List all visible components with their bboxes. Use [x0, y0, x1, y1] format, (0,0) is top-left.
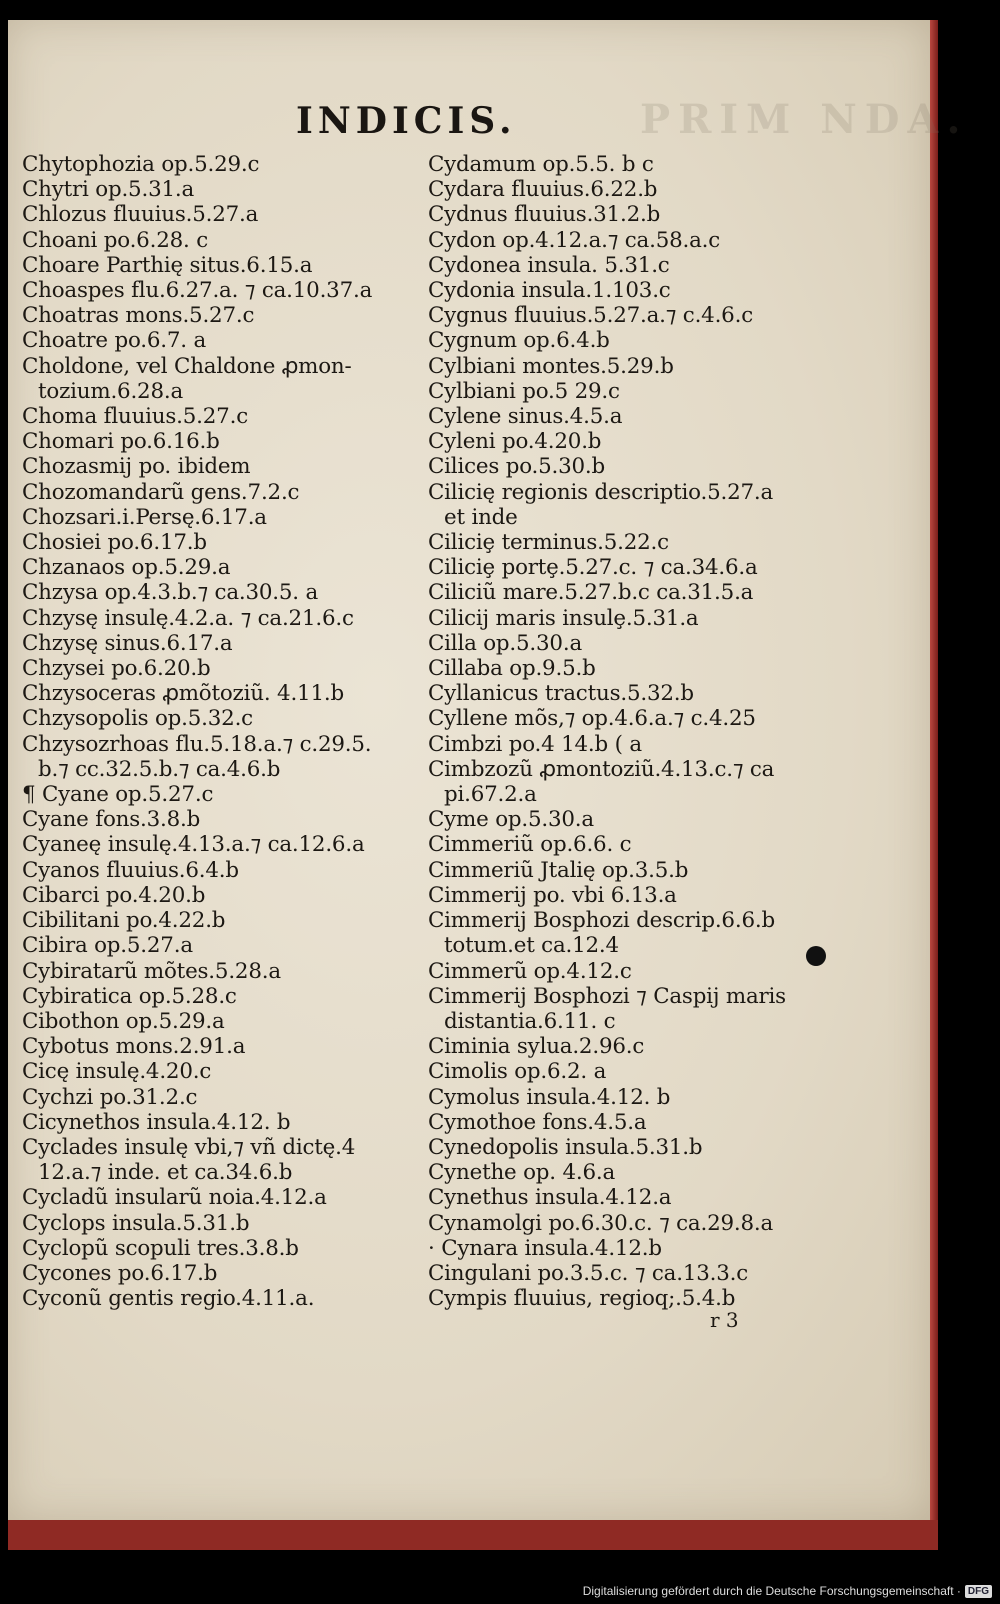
index-entry-continuation: b.⁊ cc.32.5.b.⁊ ca.4.6.b	[38, 756, 281, 782]
index-entry-continuation: pi.67.2.a	[444, 782, 537, 808]
index-entry: Cicynethos insula.4.12. b	[22, 1109, 291, 1135]
footer-text: Digitalisierung gefördert durch die Deutsche Forschungsgemeinschaft ·	[582, 1584, 961, 1598]
index-entry: Cimmeriũ Jtalię op.3.5.b	[428, 857, 689, 883]
index-entry: Chzysę insulę.4.2.a. ⁊ ca.21.6.c	[22, 605, 354, 631]
signature-mark: r 3	[710, 1308, 739, 1332]
index-entry: Cimmerũ op.4.12.c	[428, 958, 632, 984]
index-entry-continuation: et inde	[444, 504, 518, 530]
index-entry: Cyclops insula.5.31.b	[22, 1210, 250, 1236]
index-entry: Cimmeriũ op.6.6. c	[428, 832, 632, 858]
index-entry: Ciliciȩ terminus.5.22.c	[428, 530, 669, 556]
index-entry: Chosiei po.6.17.b	[22, 530, 207, 556]
index-entry: Cicę insulę.4.20.c	[22, 1059, 212, 1085]
index-column-right	[428, 152, 828, 1311]
index-entry: Chozsari.i.Persę.6.17.a	[22, 504, 267, 530]
index-entry-continuation: tozium.6.28.a	[38, 378, 184, 404]
index-entry: Cylbiani montes.5.29.b	[428, 353, 674, 379]
index-entry: · Cynara insula.4.12.b	[428, 1235, 662, 1261]
dfg-logo: DFG	[965, 1585, 992, 1598]
index-entry: Chlozus fluuius.5.27.a	[22, 202, 259, 228]
index-entry: Cynamolgi po.6.30.c. ⁊ ca.29.8.a	[428, 1210, 774, 1236]
index-entry: Chozasmij po. ibidem	[22, 454, 251, 480]
index-entry: Cibira op.5.27.a	[22, 933, 193, 959]
index-entry: Choldone, vel Chaldone ꝓmon-	[22, 353, 352, 379]
index-entry: Chozomandarũ gens.7.2.c	[22, 479, 300, 505]
index-entry: Cimmerij Bosphozi ⁊ Caspij maris	[428, 983, 786, 1009]
index-entry: Cilicię regionis descriptio.5.27.a	[428, 479, 774, 505]
index-entry: Choani po.6.28. c	[22, 227, 208, 253]
index-entry: Chzysa op.4.3.b.⁊ ca.30.5. a	[22, 580, 319, 606]
index-entry: Cyleni po.4.20.b	[428, 429, 602, 455]
index-entry: Cimbzozũ ꝓmontoziũ.4.13.c.⁊ ca	[428, 756, 775, 782]
index-entry: Cynethe op. 4.6.a	[428, 1160, 616, 1186]
index-entry: Cympis fluuius, regioq;.5.4.b	[428, 1286, 736, 1312]
index-entry: Cycladũ insularũ noia.4.12.a	[22, 1185, 327, 1211]
index-entry: Cynethus insula.4.12.a	[428, 1185, 672, 1211]
index-entry: Cillaba op.9.5.b	[428, 656, 596, 682]
index-entry: Cyanos fluuius.6.4.b	[22, 857, 239, 883]
index-entry: Chytri op.5.31.a	[22, 177, 195, 203]
index-entry: Cydara fluuius.6.22.b	[428, 177, 658, 203]
index-entry: Cyllanicus tractus.5.32.b	[428, 681, 694, 707]
index-entry: Cyaneę insulę.4.13.a.⁊ ca.12.6.a	[22, 832, 365, 858]
index-entry: Cyclopũ scopuli tres.3.8.b	[22, 1235, 299, 1261]
index-entry: Cyme op.5.30.a	[428, 807, 594, 833]
index-entry: Chzysę sinus.6.17.a	[22, 630, 233, 656]
page-edge-right	[930, 20, 938, 1540]
index-entry: Ciliciũ mare.5.27.b.c ca.31.5.a	[428, 580, 754, 606]
index-entry: Cymolus insula.4.12. b	[428, 1084, 671, 1110]
index-entry: Cingulani po.3.5.c. ⁊ ca.13.3.c	[428, 1260, 749, 1286]
page-edge-bottom	[8, 1520, 938, 1550]
index-entry: Cybotus mons.2.91.a	[22, 1034, 246, 1060]
index-entry: Cydonia insula.1.103.c	[428, 278, 671, 304]
index-entry-continuation: distantia.6.11. c	[444, 1008, 616, 1034]
index-entry: Chzysoceras ꝓmõtoziũ. 4.11.b	[22, 681, 344, 707]
index-entry: Ciliciȩ portȩ.5.27.c. ⁊ ca.34.6.a	[428, 555, 758, 581]
index-entry: ¶ Cyane op.5.27.c	[22, 782, 214, 808]
index-entry: Cynedopolis insula.5.31.b	[428, 1134, 703, 1160]
index-entry: Choare Parthię situs.6.15.a	[22, 252, 313, 278]
index-entry: Choatre po.6.7. a	[22, 328, 207, 354]
page-header: INDICIS.	[296, 100, 517, 142]
index-entry: Cibarci po.4.20.b	[22, 882, 206, 908]
show-through-text: PRIM NDA.	[640, 96, 969, 143]
index-entry: Ciminia sylua.2.96.c	[428, 1034, 645, 1060]
index-entry: Chzysei po.6.20.b	[22, 656, 211, 682]
index-entry: Cylene sinus.4.5.a	[428, 404, 623, 430]
index-entry: Cimmerij po. vbi 6.13.a	[428, 882, 677, 908]
index-entry: Cilices po.5.30.b	[428, 454, 606, 480]
index-entry: Cybiratarũ mõtes.5.28.a	[22, 958, 281, 984]
index-entry: Cycones po.6.17.b	[22, 1260, 218, 1286]
index-entry: Cygnum op.6.4.b	[428, 328, 610, 354]
index-entry: Cibothon op.5.29.a	[22, 1008, 225, 1034]
index-entry: Cylbiani po.5 29.c	[428, 378, 620, 404]
index-entry: Cyclades insulę vbi,⁊ vñ dictę.4	[22, 1134, 356, 1160]
index-entry: Cydon op.4.12.a.⁊ ca.58.a.c	[428, 227, 721, 253]
index-entry: Cydnus fluuius.31.2.b	[428, 202, 661, 228]
index-entry: Cyllene mõs,⁊ op.4.6.a.⁊ c.4.25	[428, 706, 756, 732]
index-entry-continuation: totum.et ca.12.4	[444, 933, 619, 959]
index-entry: Chytophozia op.5.29.c	[22, 152, 260, 177]
index-entry: Cimmerij Bosphozi descrip.6.6.b	[428, 908, 775, 934]
index-entry: Cydonea insula. 5.31.c	[428, 252, 670, 278]
digitization-footer	[583, 1584, 992, 1598]
index-entry: Cimbzi po.4 14.b ( a	[428, 731, 642, 757]
index-entry: Cilla op.5.30.a	[428, 630, 582, 656]
index-entry: Choaspes flu.6.27.a. ⁊ ca.10.37.a	[22, 278, 373, 304]
index-entry: Cydamum op.5.5. b c	[428, 152, 654, 177]
index-entry: Chzanaos op.5.29.a	[22, 555, 231, 581]
index-entry: Chomari po.6.16.b	[22, 429, 220, 455]
index-entry: Choma fluuius.5.27.c	[22, 404, 248, 430]
index-entry: Cybiratica op.5.28.c	[22, 983, 237, 1009]
index-entry: Cimolis op.6.2. a	[428, 1059, 607, 1085]
index-entry: Cychzi po.31.2.c	[22, 1084, 198, 1110]
index-entry: Cilicij maris insulȩ.5.31.a	[428, 605, 699, 631]
index-entry: Chzysozrhoas flu.5.18.a.⁊ c.29.5.	[22, 731, 372, 757]
index-entry: Cibilitani po.4.22.b	[22, 908, 226, 934]
ink-blot	[806, 946, 826, 966]
index-entry: Cygnus fluuius.5.27.a.⁊ c.4.6.c	[428, 303, 753, 329]
index-entry: Choatras mons.5.27.c	[22, 303, 255, 329]
index-entry-continuation: 12.a.⁊ inde. et ca.34.6.b	[38, 1160, 293, 1186]
index-entry: Cyconũ gentis regio.4.11.a.	[22, 1286, 315, 1312]
index-entry: Cymothoe fons.4.5.a	[428, 1109, 647, 1135]
index-column-left	[22, 152, 432, 1311]
index-entry: Cyane fons.3.8.b	[22, 807, 201, 833]
index-entry: Chzysopolis op.5.32.c	[22, 706, 253, 732]
